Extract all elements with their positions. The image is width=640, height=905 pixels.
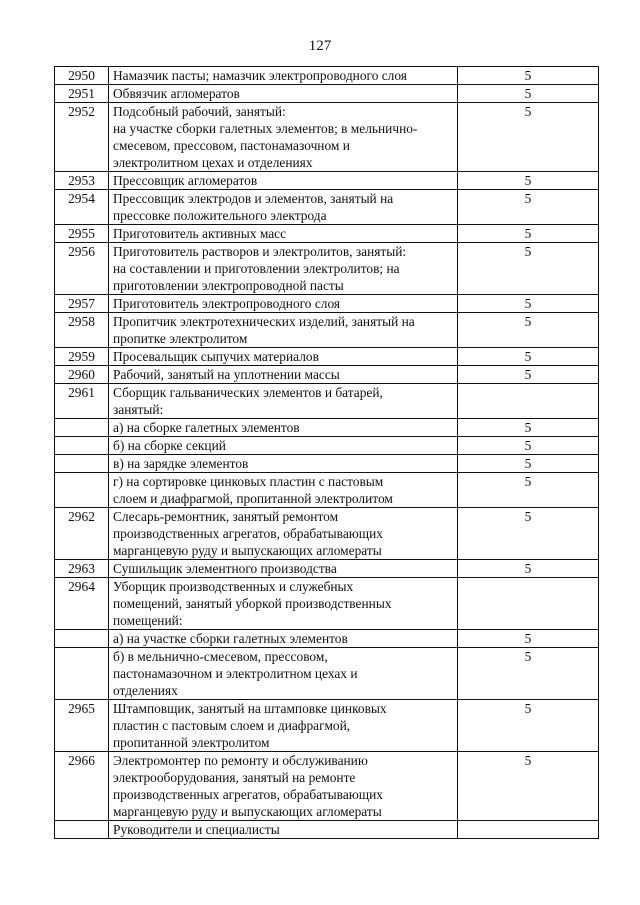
table-row [55,700,599,752]
occupation-name-cell: Пропитчик электротехнических изделий, занятый на пропитке электролитом [109,313,458,348]
value-cell: 5 [458,348,599,366]
table-row [55,295,599,313]
occupation-name-cell: а) на сборке галетных элементов [109,419,458,437]
value-cell: 5 [458,313,599,348]
table-row [55,419,599,437]
row-number-cell: 2965 [55,700,109,752]
occupation-name-cell: Подсобный рабочий, занятый: на участке сборки галетных элементов; в мельнично- смесевом, прессовом, пастонамазочном и электролитном цехах и отделениях [109,103,458,172]
occupation-name-cell: Прессовщик агломератов [109,172,458,190]
occupations-table [54,66,599,839]
row-number-cell: 2954 [55,190,109,225]
table-row [55,85,599,103]
table-row [55,437,599,455]
row-number-cell: 2966 [55,752,109,821]
value-cell: 5 [458,630,599,648]
table-row [55,313,599,348]
occupation-name-cell: Прессовщик электродов и элементов, занятый на прессовке положительного электрода [109,190,458,225]
occupation-name-cell: Сушильщик элементного производства [109,560,458,578]
value-cell: 5 [458,366,599,384]
value-cell: 5 [458,455,599,473]
row-number-cell: 2957 [55,295,109,313]
value-cell: 5 [458,648,599,700]
table-row [55,384,599,419]
row-number-cell: 2961 [55,384,109,419]
table-row [55,578,599,630]
value-cell: 5 [458,508,599,560]
row-number-cell: 2964 [55,578,109,630]
occupation-name-cell: Слесарь-ремонтник, занятый ремонтом производственных агрегатов, обрабатывающих марганцевую руду и выпускающих агломераты [109,508,458,560]
value-cell: 5 [458,172,599,190]
row-number-cell [55,630,109,648]
row-number-cell: 2952 [55,103,109,172]
value-cell: 5 [458,295,599,313]
occupation-name-cell: Штамповщик, занятый на штамповке цинковых пластин с пастовым слоем и диафрагмой, пропитанной электролитом [109,700,458,752]
table-row [55,172,599,190]
table-row [55,473,599,508]
value-cell: 5 [458,225,599,243]
value-cell: 5 [458,560,599,578]
row-number-cell: 2953 [55,172,109,190]
row-number-cell [55,473,109,508]
row-number-cell: 2956 [55,243,109,295]
table-row [55,103,599,172]
table-row [55,243,599,295]
table-row [55,508,599,560]
occupation-name-cell: Рабочий, занятый на уплотнении массы [109,366,458,384]
occupation-name-cell: а) на участке сборки галетных элементов [109,630,458,648]
value-cell: 5 [458,190,599,225]
row-number-cell: 2960 [55,366,109,384]
row-number-cell: 2962 [55,508,109,560]
row-number-cell: 2951 [55,85,109,103]
table-row [55,821,599,839]
occupation-name-cell: Руководители и специалисты [109,821,458,839]
value-cell: 5 [458,419,599,437]
value-cell: 5 [458,700,599,752]
row-number-cell [55,437,109,455]
occupation-name-cell: Электромонтер по ремонту и обслуживанию электрооборудования, занятый на ремонте производственных агрегатов, обрабатывающих марганцевую руду и выпускающих агломераты [109,752,458,821]
row-number-cell: 2963 [55,560,109,578]
occupation-name-cell: Обвязчик агломератов [109,85,458,103]
occupation-name-cell: г) на сортировке цинковых пластин с пастовым слоем и диафрагмой, пропитанной электролитом [109,473,458,508]
table-row [55,67,599,85]
row-number-cell: 2955 [55,225,109,243]
occupation-name-cell: Намазчик пасты; намазчик электропроводного слоя [109,67,458,85]
occupation-name-cell: б) на сборке секций [109,437,458,455]
table-row [55,630,599,648]
table-row [55,752,599,821]
value-cell: 5 [458,67,599,85]
occupation-name-cell: Приготовитель электропроводного слоя [109,295,458,313]
table-row [55,648,599,700]
occupation-name-cell: б) в мельнично-смесевом, прессовом, пастонамазочном и электролитном цехах и отделениях [109,648,458,700]
occupation-name-cell: Приготовитель растворов и электролитов, занятый: на составлении и приготовлении электролитов; на приготовлении электропроводной пасты [109,243,458,295]
value-cell [458,578,599,630]
value-cell: 5 [458,85,599,103]
table-row [55,190,599,225]
table-row [55,348,599,366]
table-body [55,67,599,839]
row-number-cell: 2958 [55,313,109,348]
occupation-name-cell: Уборщик производственных и служебных помещений, занятый уборкой производственных помещений: [109,578,458,630]
value-cell: 5 [458,473,599,508]
table-row [55,455,599,473]
page-number: 127 [308,38,332,54]
table-row [55,225,599,243]
occupation-name-cell: в) на зарядке элементов [109,455,458,473]
row-number-cell [55,419,109,437]
row-number-cell [55,455,109,473]
occupation-name-cell: Приготовитель активных масс [109,225,458,243]
occupation-name-cell: Просевальщик сыпучих материалов [109,348,458,366]
row-number-cell: 2959 [55,348,109,366]
row-number-cell: 2950 [55,67,109,85]
value-cell: 5 [458,103,599,172]
value-cell: 5 [458,752,599,821]
value-cell: 5 [458,243,599,295]
row-number-cell [55,821,109,839]
table-row [55,560,599,578]
occupation-name-cell: Сборщик гальванических элементов и батарей, занятый: [109,384,458,419]
row-number-cell [55,648,109,700]
table-row [55,366,599,384]
value-cell [458,384,599,419]
value-cell: 5 [458,437,599,455]
value-cell [458,821,599,839]
